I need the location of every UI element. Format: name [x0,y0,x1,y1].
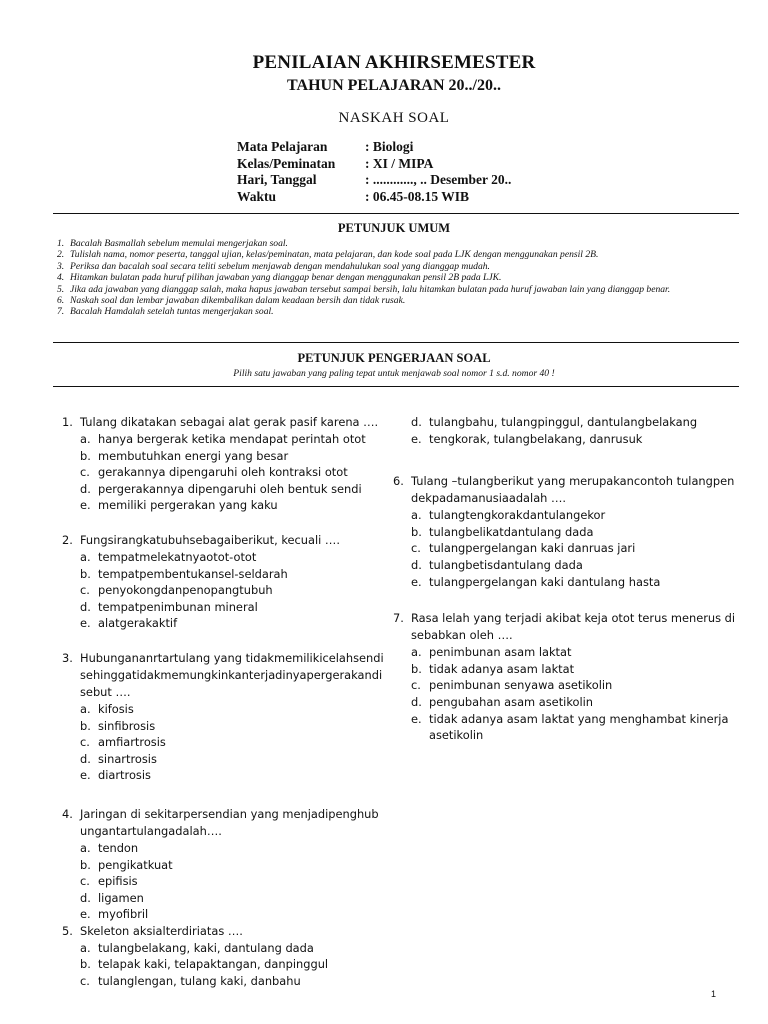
answer-option [393,431,738,448]
instruction-item [57,284,737,295]
option-letter: e. [411,574,422,589]
exam-info-row [237,189,511,206]
option-text: myofibril [98,907,149,922]
answer-option [62,566,384,583]
question-text: Fungsirangkatubuhsebagaiberikut, kecuali …. [80,532,340,547]
question [62,532,384,632]
question [393,473,738,590]
option-letter: a. [80,432,91,446]
option-text: membutuhkan energi yang besar [98,448,289,463]
answer-option [393,540,738,557]
answer-option [393,644,738,661]
option-text: pergerakannya dipengaruhi oleh bentuk sendi [98,481,362,496]
answer-option [393,677,738,694]
option-letter: a. [80,840,91,855]
question-text: Skeleton aksialterdiriatas …. [80,923,243,938]
answer-option [393,414,738,431]
option-letter: d. [411,557,422,572]
instruction-number: 3. [57,260,65,272]
instruction-item [57,249,737,260]
instruction-item [57,238,737,249]
option-text: hanya bergerak ketika mendapat perintah otot [98,432,366,446]
option-letter: b. [80,957,91,972]
instruction-number: 5. [57,283,65,295]
instruction-text: Hitamkan bulatan pada huruf pilihan jawaban yang dianggap benar dengan menggunakan pensil 2B pada LJK. [70,272,502,284]
option-letter: c. [80,974,90,989]
info-value: : 06.45-08.15 WIB [365,188,470,204]
option-letter: e. [411,711,422,726]
answer-option [62,582,384,599]
instruction-number: 1. [57,238,65,249]
option-text: gerakannya dipengaruhi oleh kontraksi otot [98,465,348,480]
answer-option [62,973,384,990]
question-number: 6. [393,474,404,489]
academic-year: TAHUN PELAJARAN 20../20.. [287,77,501,94]
option-letter: b. [80,448,91,463]
instruction-item [57,261,737,272]
answer-option [62,549,384,566]
option-letter: b. [80,718,91,733]
question-stem [62,414,384,431]
instruction-text: Bacalah Basmallah sebelum memulai mengerjakan soal. [70,238,288,249]
option-text: kifosis [98,701,134,716]
option-letter: d. [80,890,91,905]
instruction-text: Tulislah nama, nomor peserta, tanggal ujian, kelas/peminatan, mata pelajaran, dan kode soal pada LJK dengan menggunakan pensil 2B. [70,249,599,261]
option-letter: c. [411,678,421,693]
question-text: Rasa lelah yang terjadi akibat keja otot terus menerus disebabkan oleh …. [411,611,736,643]
option-letter: a. [411,508,422,523]
option-letter: e. [80,768,91,783]
exam-info [237,139,511,205]
option-text: amfiartrosis [98,735,166,750]
option-letter: e. [80,616,91,631]
question-number: 5. [62,923,73,938]
question-text: Tulang dikatakan sebagai alat gerak pasif karena …. [80,415,379,429]
question-stem [62,650,384,701]
question [62,806,384,923]
top-divider [53,213,739,214]
option-text: epifisis [98,874,138,889]
option-text: tempatmelekatnyaotot-otot [98,549,257,564]
option-letter: e. [80,907,91,922]
instruction-number: 4. [57,272,65,284]
work-instructions-title: PETUNJUK PENGERJAAN SOAL [297,351,491,365]
option-text: telapak kaki, telapaktangan, danpinggul [98,957,329,972]
answer-option [62,940,384,957]
answer-option [62,751,384,768]
instruction-text: Bacalah Hamdalah setelah tuntas mengerjakan soal. [70,306,274,318]
option-letter: c. [80,465,90,480]
answer-option [393,661,738,678]
option-letter: d. [80,751,91,766]
option-text: tulangpergelangan kaki danruas jari [429,541,636,556]
answer-option [62,767,384,784]
option-letter: a. [80,940,91,955]
answer-option [62,481,384,498]
answer-option [62,718,384,735]
question [62,414,384,514]
question-stem [62,532,384,549]
general-instructions-title: PETUNJUK UMUM [337,221,451,235]
answer-option [393,507,738,524]
info-label: Hari, Tanggal [237,172,317,187]
option-letter: a. [80,701,91,716]
exam-info-row [237,172,511,189]
answer-option [62,615,384,632]
option-text: penyokongdanpenopangtubuh [98,583,273,598]
instruction-number: 6. [57,295,65,307]
option-letter: a. [80,549,91,564]
bottom-divider [53,386,739,387]
option-text: tulangbelakang, kaki, dantulang dada [98,940,314,955]
answer-option [393,711,738,744]
answer-option [393,694,738,711]
instruction-item [57,295,737,306]
option-letter: e. [411,431,422,446]
option-text: tidak adanya asam laktat [429,661,575,676]
answer-option [62,906,384,923]
option-text: tulangbelikatdantulang dada [429,524,594,539]
option-text: pengubahan asam asetikolin [429,694,594,709]
option-text: tulangbahu, tulangpinggul, dantulangbelakang [429,415,698,429]
question-text: Jaringan di sekitarpersendian yang menjadipenghubungantartulangadalah…. [80,806,379,838]
option-letter: c. [411,541,421,556]
info-label: Waktu [237,188,277,204]
info-label: Kelas/Peminatan [237,155,336,171]
option-letter: c. [80,874,90,889]
instruction-item [57,272,737,283]
option-text: tulangtengkorakdantulangekor [429,508,606,523]
answer-option [62,701,384,718]
left-question-column [62,414,384,990]
right-question-column [393,414,738,744]
instruction-text: Naskah soal dan lembar jawaban dikembalikan dalam keadaan bersih dan tidak rusak. [70,295,406,307]
answer-option [62,873,384,890]
work-instructions-subtitle: Pilih satu jawaban yang paling tepat untuk menjawab soal nomor 1 s.d. nomor 40 ! [233,368,555,379]
option-text: ligamen [98,890,144,905]
option-letter: a. [411,645,422,660]
answer-option [393,574,738,591]
option-text: sinfibrosis [98,718,156,733]
option-letter: d. [411,694,422,709]
option-text: sinartrosis [98,751,157,766]
option-text: pengikatkuat [98,857,173,872]
option-letter: b. [411,661,422,676]
answer-option [62,890,384,907]
instruction-text: Periksa dan bacalah soal secara teliti sebelum menjawab dengan mendahulukan soal yang dianggap mudah. [70,260,490,272]
exam-info-row [237,156,511,173]
info-value: : Biologi [365,139,414,154]
middle-divider [53,342,739,343]
answer-option [62,431,384,448]
question-text: Hubungananrtartulang yang tidakmemilikicelahsendisehinggatidakmemungkinkanterjadinyapergerakandisebut …. [80,650,384,699]
option-letter: d. [80,481,91,496]
option-text: tendon [98,840,139,855]
option-text: memiliki pergerakan yang kaku [98,498,278,513]
option-text: tengkorak, tulangbelakang, danrusuk [429,431,643,446]
option-text: alatgerakaktif [98,616,178,631]
answer-option [62,448,384,465]
exam-title: PENILAIAN AKHIRSEMESTER [252,52,536,73]
info-value: : XI / MIPA [365,155,434,171]
question-number: 2. [62,532,73,547]
exam-info-row [237,139,511,156]
option-text: tulangpergelangan kaki dantulang hasta [429,574,661,589]
question-number: 1. [62,415,73,429]
question [393,414,738,447]
option-letter: c. [80,735,90,750]
answer-option [393,557,738,574]
answer-option [62,956,384,973]
option-letter: e. [80,498,91,513]
answer-option [62,464,384,481]
option-text: penimbunan asam laktat [429,645,572,660]
question-stem [393,610,738,644]
question-stem [62,923,384,940]
question-number: 4. [62,806,73,821]
question-number: 7. [393,611,404,626]
option-text: tidak adanya asam laktat yang menghambat kinerja asetikolin [429,711,729,743]
answer-option [62,857,384,874]
option-letter: d. [80,599,91,614]
page-number: 1 [710,989,716,999]
instruction-number: 7. [57,306,65,318]
option-text: tulanglengan, tulang kaki, danbahu [98,974,301,989]
instruction-item [57,306,737,317]
question-text: Tulang –tulangberikut yang merupakancontoh tulangpendekpadamanusiaadalah …. [411,474,735,506]
info-label: Mata Pelajaran [237,139,328,154]
answer-option [62,599,384,616]
answer-option [62,734,384,751]
option-text: penimbunan senyawa asetikolin [429,678,613,693]
answer-option [393,524,738,541]
answer-option [62,497,384,514]
question [393,610,738,744]
question [62,923,384,990]
option-text: tempatpenimbunan mineral [98,599,258,614]
option-letter: b. [411,524,422,539]
option-text: tulangbetisdantulang dada [429,557,583,572]
instruction-number: 2. [57,249,65,261]
option-letter: d. [411,415,422,429]
option-text: tempatpembentukansel-seldarah [98,566,288,581]
option-letter: c. [80,583,90,598]
document-subtitle: NASKAH SOAL [338,110,450,126]
option-letter: b. [80,566,91,581]
option-text: diartrosis [98,768,151,783]
answer-option [62,840,384,857]
question-stem [62,806,384,840]
question [62,650,384,784]
question-stem [393,473,738,507]
instruction-text: Jika ada jawaban yang dianggap salah, maka hapus jawaban tersebut sampai bersih, lalu hitamkan bulatan pada huruf jawaban lain yang dianggap benar. [70,283,671,295]
question-number: 3. [62,650,73,665]
option-letter: b. [80,857,91,872]
info-value: : ............, .. Desember 20.. [365,172,512,187]
general-instructions-list [57,238,737,318]
